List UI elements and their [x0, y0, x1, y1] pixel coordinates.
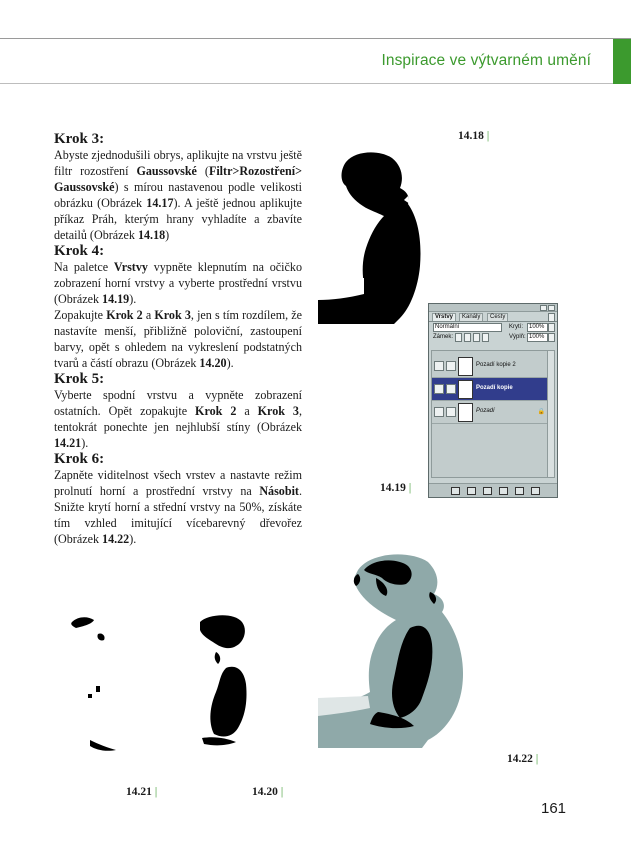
- lock-all-icon[interactable]: [482, 333, 489, 342]
- layer-name: Pozadí kopie: [476, 385, 513, 391]
- lock-image-icon[interactable]: [464, 333, 471, 342]
- page-number: 161: [541, 800, 567, 817]
- fill-label: Výplň:: [509, 334, 526, 340]
- step3-text: Abyste zjednodušili obrys, aplikujte na vrstvu ještě filtr rozostření Gaussovské (Filtr>Rozostření> Gaussovské) s mírou nastavenou podle velikosti obrázku (Obrázek 14.17). A ještě jednou aplikujte příkaz Práh, kterým hrany vyhladíte a zbavíte detailů (Obrázek 14.18): [54, 148, 303, 242]
- lock-row: [429, 332, 557, 342]
- link-toggle[interactable]: [446, 407, 456, 417]
- figure-14-21-shadows: [66, 612, 136, 762]
- header-tab-marker: [613, 39, 631, 84]
- fill-input[interactable]: 100%: [527, 333, 548, 342]
- link-toggle[interactable]: [446, 361, 456, 371]
- minimize-button[interactable]: [540, 305, 547, 311]
- layer-name: Pozadí kopie 2: [476, 362, 516, 368]
- blend-row: [429, 322, 557, 332]
- step5-text: Vyberte spodní vrstvu a vypněte zobrazení ostatních. Opět zopakujte Krok 2 a Krok 3, tentokrát ponechte jen nejhlubší stíny (Obrázek 14.21).: [54, 388, 302, 450]
- adjustment-layer-icon[interactable]: [499, 487, 508, 495]
- step4-text-1: Na paletce Vrstvy vypněte klepnutím na očičko zobrazení horní vrstvy a vyberte prostřední vrstvu (Obrázek 14.19).: [54, 260, 302, 306]
- step5-heading: Krok 5:: [54, 371, 105, 387]
- eye-icon[interactable]: [434, 384, 444, 394]
- layer-row-selected[interactable]: [432, 378, 549, 401]
- header-rule: [0, 83, 613, 84]
- blend-mode-select[interactable]: Normální: [433, 323, 502, 332]
- lock-transparent-icon[interactable]: [455, 333, 462, 342]
- new-layer-icon[interactable]: [515, 487, 524, 495]
- layer-thumbnail: [458, 380, 473, 399]
- brush-icon[interactable]: [446, 384, 456, 394]
- tab-vrstvy[interactable]: Vrstvy: [432, 313, 456, 321]
- figure-14-22-woodcut: [318, 548, 478, 748]
- layer-row[interactable]: [432, 401, 549, 424]
- layer-row[interactable]: [432, 355, 549, 378]
- layer-thumbnail: [458, 357, 473, 376]
- opacity-input[interactable]: 100%: [527, 323, 548, 332]
- figure-14-18-caption: 14.18 |: [458, 130, 490, 142]
- figure-14-20-detail: [186, 612, 276, 762]
- lock-label: Zámek:: [433, 334, 454, 340]
- layers-panel: [428, 303, 558, 498]
- eye-icon[interactable]: [434, 407, 444, 417]
- tab-cesty[interactable]: Cesty: [487, 313, 508, 321]
- mask-icon[interactable]: [467, 487, 476, 495]
- lock-position-icon[interactable]: [473, 333, 480, 342]
- figure-14-20-caption: 14.20 |: [252, 786, 284, 798]
- trash-icon[interactable]: [531, 487, 540, 495]
- step4-heading: Krok 4:: [54, 243, 105, 259]
- new-set-icon[interactable]: [483, 487, 492, 495]
- layers-list: [431, 350, 550, 478]
- lock-icon: 🔒: [537, 409, 545, 415]
- figure-14-19-caption: 14.19 |: [380, 482, 412, 494]
- step6-text: Zapněte viditelnost všech vrstev a nastavte režim prolnutí horní a prostřední vrstvy na Násobit. Snižte krytí horní a střední vrstvy na 50%, získáte tím vzhled imitující vícebarevný dřevořez (Obrázek 14.22).: [54, 468, 302, 546]
- panel-titlebar: [429, 304, 557, 312]
- layers-scrollbar[interactable]: [547, 350, 555, 478]
- figure-14-18-silhouette: [318, 148, 426, 324]
- panel-menu-button[interactable]: [548, 313, 555, 322]
- step6-heading: Krok 6:: [54, 451, 105, 467]
- instructions-column: [54, 131, 302, 547]
- panel-footer: [429, 483, 557, 497]
- top-rule: [0, 38, 631, 39]
- step4-text-2: Zopakujte Krok 2 a Krok 3, jen s tím rozdílem, že nastavíte menší, přibližně poloviční, zastoupení barvy, opět s ohledem na vykreslení podstatných tvarů a částí obrazu (Obrázek 14.20).: [54, 308, 302, 370]
- layer-name: Pozadí: [476, 408, 495, 414]
- fill-arrow[interactable]: [548, 333, 555, 342]
- running-header-title: Inspirace ve výtvarném umění: [381, 52, 591, 69]
- visibility-toggle[interactable]: [434, 361, 444, 371]
- panel-tabs: [429, 312, 557, 322]
- figure-14-22-caption: 14.22 |: [507, 753, 539, 765]
- tab-kanaly[interactable]: Kanály: [459, 313, 483, 321]
- step3-heading: Krok 3:: [54, 131, 105, 147]
- layer-style-icon[interactable]: [451, 487, 460, 495]
- close-button[interactable]: [548, 305, 555, 311]
- layer-thumbnail: [458, 403, 473, 422]
- opacity-arrow[interactable]: [548, 323, 555, 332]
- opacity-label: Krytí:: [509, 324, 524, 330]
- figure-14-21-caption: 14.21 |: [126, 786, 158, 798]
